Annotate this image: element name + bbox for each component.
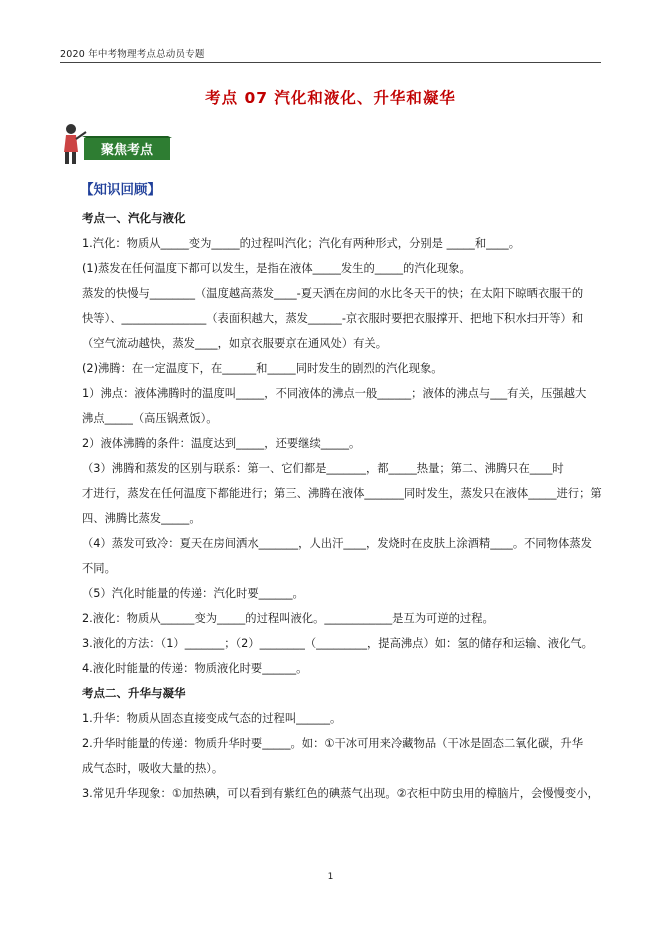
text-line: 蒸发的快慢与________（温度越高蒸发____-夏天洒在房间的水比冬天干的快；在太阳下晾晒衣服干的 <box>82 287 584 300</box>
section-heading: 【知识回顾】 <box>80 182 161 198</box>
header-divider <box>60 62 601 63</box>
subheading: 考点一、汽化与液化 <box>82 211 186 225</box>
text-line: 成气态时，吸收大量的热）。 <box>82 762 224 775</box>
text-line: 3.常见升华现象：①加热碘，可以看到有紫红色的碘蒸气出现。②衣柜中防虫用的樟脑片，会慢慢变小， <box>82 787 599 800</box>
content-body <box>82 206 603 806</box>
text-line: 才进行，蒸发在任何温度下都能进行；第三、沸腾在液体_______同时发生，蒸发只在液体_____进行；第 <box>82 487 602 500</box>
page-title: 考点 07 汽化和液化、升华和凝华 <box>205 89 456 107</box>
page-number: 1 <box>327 872 334 882</box>
text-line: (2)沸腾：在一定温度下，在______和_____同时发生的剧烈的汽化现象。 <box>82 362 443 375</box>
text-line: （空气流动越快，蒸发____，如京衣服要京在通风处）有关。 <box>82 337 388 350</box>
text-line: (1)蒸发在任何温度下都可以发生，是指在液体_____发生的_____的汽化现象。 <box>82 262 471 275</box>
text-line: 1.升华：物质从固态直接变成气态的过程叫______。 <box>82 712 342 725</box>
text-line: 四、沸腾比蒸发_____。 <box>82 512 201 525</box>
text-line: 不同。 <box>82 562 116 575</box>
banner-label: 聚焦考点 <box>100 143 154 158</box>
text-line: 1.汽化：物质从_____变为_____的过程叫汽化；汽化有两种形式，分别是 _____和____。 <box>82 237 521 250</box>
text-line: 2）液体沸腾的条件：温度达到_____，还要继续_____。 <box>82 437 361 450</box>
text-line: 2.升华时能量的传递：物质升华时要_____。如：①干冰可用来冷藏物品（干冰是固态二氧化碳，升华 <box>82 737 584 750</box>
text-line: 1）沸点：液体沸腾时的温度叫_____，不同液体的沸点一般______；液体的沸点与___有关，压强越大 <box>82 387 587 400</box>
text-line: 3.液化的方法：（1）_______；（2）________（_________，提高沸点）如：氢的储存和运输、液化气。 <box>82 637 593 650</box>
text-line: 沸点_____（高压锅煮饭）。 <box>82 412 218 425</box>
text-line: （3）沸腾和蒸发的区别与联系：第一、它们都是_______，都_____热量；第二、沸腾只在____时 <box>82 462 564 475</box>
subheading: 考点二、升华与凝华 <box>82 686 186 700</box>
header-note: 2020 年中考物理考点总动员专题 <box>60 49 205 60</box>
text-line: 快等）、_______________（表面积越大，蒸发______-京衣服时要把衣服撑开、把地下积水扫开等）和 <box>82 312 584 325</box>
text-line: 2.液化：物质从______变为_____的过程叫液化。____________是互为可逆的过程。 <box>82 612 494 625</box>
text-line: （5）汽化时能量的传递：汽化时要______。 <box>82 587 304 600</box>
focus-banner-graphic <box>58 118 174 166</box>
text-line: 4.液化时能量的传递：物质液化时要______。 <box>82 662 308 675</box>
text-line: （4）蒸发可致冷：夏天在房间洒水_______，人出汗____，发烧时在皮肤上涂酒精____。不同物体蒸发 <box>82 537 592 550</box>
